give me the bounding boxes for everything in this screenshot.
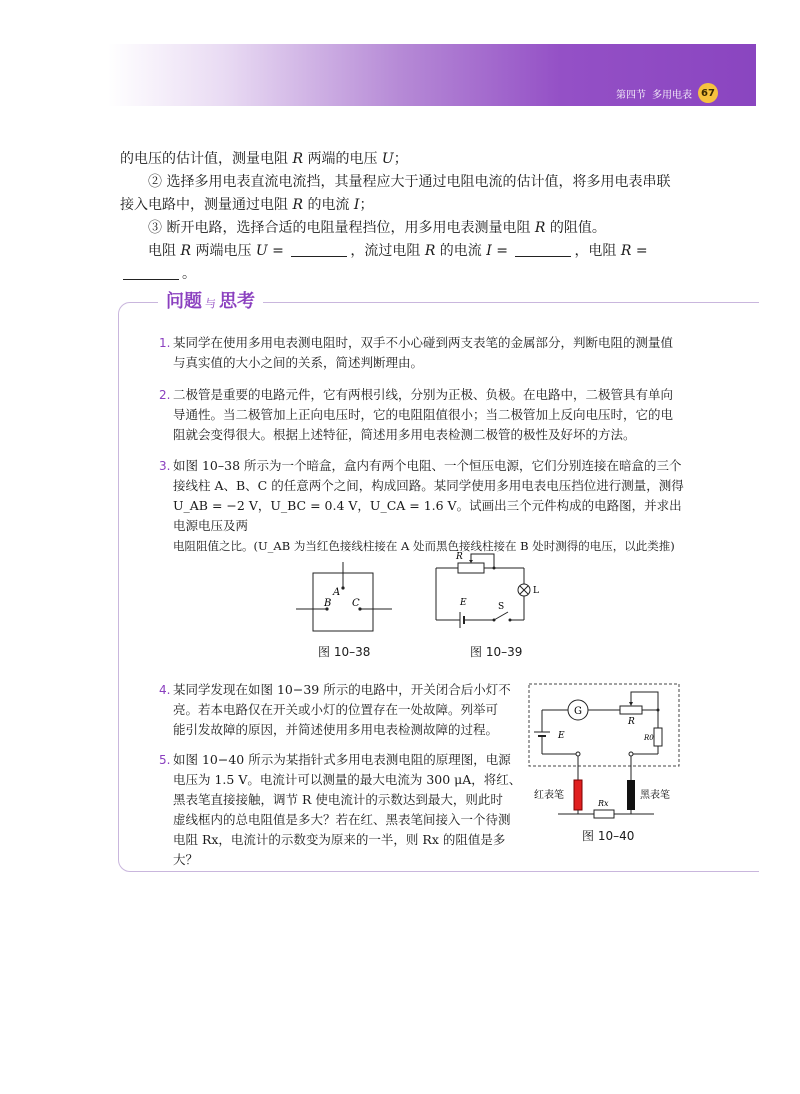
question-3: 3. 如图 10–38 所示为一个暗盒，盒内有两个电阻、一个恒压电源，它们分别连接在暗盒的三个 接线柱 A、B、C 的任意两个之间，构成回路。某同学使用多用电表电压挡位进行测量，测得 U_AB = −2 V，U_BC = 0.4 V，U_CA = 1.6 V。试画出三个元件构成的电路图，并求出电源电压及两 电阻阻值之比。(U_AB 为当红色接线柱接在 A 处而黑色接线柱接在 B 处时测得的电压，以此类推): [159, 458, 684, 553]
step-2: ② 选择多用电表直流电流挡，其量程应大于通过电阻电流的估计值，将多用电表串联: [148, 174, 671, 190]
questions-title: 问题 与 思考: [158, 287, 263, 313]
chapter-label: 多用电表: [652, 89, 692, 101]
terminal-a: [341, 586, 344, 589]
question-2: 2. 二极管是重要的电路元件，它有两根引线，分别为正极、负极。在电路中，二极管具有单向 导通性。当二极管加上正向电压时，它的电阻阻值很小；当二极管加上反向电压时，它的电 阻就会变得很大。根据上述特征，简述用多用电表检测二极管的极性及好坏的方法。: [159, 387, 674, 442]
figure-10-39: [432, 548, 552, 638]
running-header: [616, 83, 718, 103]
answer-blank: [123, 265, 179, 280]
svg-text:E: E: [558, 731, 565, 741]
section-label: 第四节: [616, 89, 646, 101]
label-a: A: [333, 587, 341, 598]
answer-blank: [515, 242, 571, 257]
resistor-rx: [594, 810, 614, 818]
question-5: 5. 如图 10−40 所示为某指针式多用电表测电阻的原理图，电源 电压为 1.5 V。电流计可以测量的最大电流为 300 μA，将红、 黑表笔直接接触，调节 R 使电流计的示数达到最大，则此时 虚线框内的总电阻值是多大？若在红、黑表笔间接入一个待测 电阻 Rx，电流计的示数变为原来的一半，则 Rx 的阻值是多大？: [159, 752, 522, 867]
svg-text:R: R: [628, 717, 635, 727]
variable-resistor: [620, 706, 642, 714]
figure-10-39-caption: 图 10–39: [470, 645, 523, 659]
rheostat: [458, 563, 484, 573]
black-probe: [627, 780, 635, 810]
body-text: [120, 148, 700, 286]
body-line-1: 的电压的估计值，测量电阻 R 两端的电压 U；: [120, 151, 408, 167]
switch: [494, 612, 508, 620]
figure-10-40: [528, 680, 688, 822]
result-line: 电阻 R 两端电压 U = ，流过电阻 R 的电流 I = ，电阻 R = 。: [120, 240, 700, 286]
svg-text:S: S: [498, 602, 505, 612]
svg-text:R0: R0: [644, 734, 654, 742]
label-b: B: [324, 598, 332, 609]
svg-text:E: E: [460, 598, 467, 608]
red-probe: [574, 780, 582, 810]
svg-text:Rx: Rx: [598, 799, 609, 808]
question-1: 1. 某同学在使用多用电表测电阻时，双手不小心碰到两支表笔的金属部分，判断电阻的测量值 与真实值的大小之间的关系，简述判断理由。: [159, 335, 674, 370]
slider-wire: [471, 554, 494, 568]
resistor-r0: [654, 728, 662, 746]
svg-text:G: G: [574, 706, 582, 717]
page-number-badge: 67: [698, 83, 718, 103]
svg-text:L: L: [533, 586, 539, 596]
svg-text:黑表笔: 黑表笔: [640, 790, 670, 801]
step-2-cont: 接入电路中，测量通过电阻 R 的电流 I；: [120, 197, 374, 213]
figure-10-38-caption: 图 10–38: [318, 645, 371, 659]
question-4: 4. 某同学发现在如图 10−39 所示的电路中，开关闭合后小灯不 亮。若本电路仅在开关或小灯的位置存在一处故障。列举可 能引发故障的原因，并简述使用多用电表检测故障的过程。: [159, 682, 511, 737]
figure-10-40-caption: 图 10–40: [582, 829, 635, 843]
answer-blank: [291, 242, 347, 257]
figure-10-38: [296, 562, 392, 636]
svg-text:R: R: [456, 552, 463, 562]
svg-text:红表笔: 红表笔: [534, 790, 564, 801]
label-c: C: [352, 598, 360, 609]
step-3: ③ 断开电路，选择合适的电阻量程挡位，用多用电表测量电阻 R 的阻值。: [148, 220, 606, 236]
